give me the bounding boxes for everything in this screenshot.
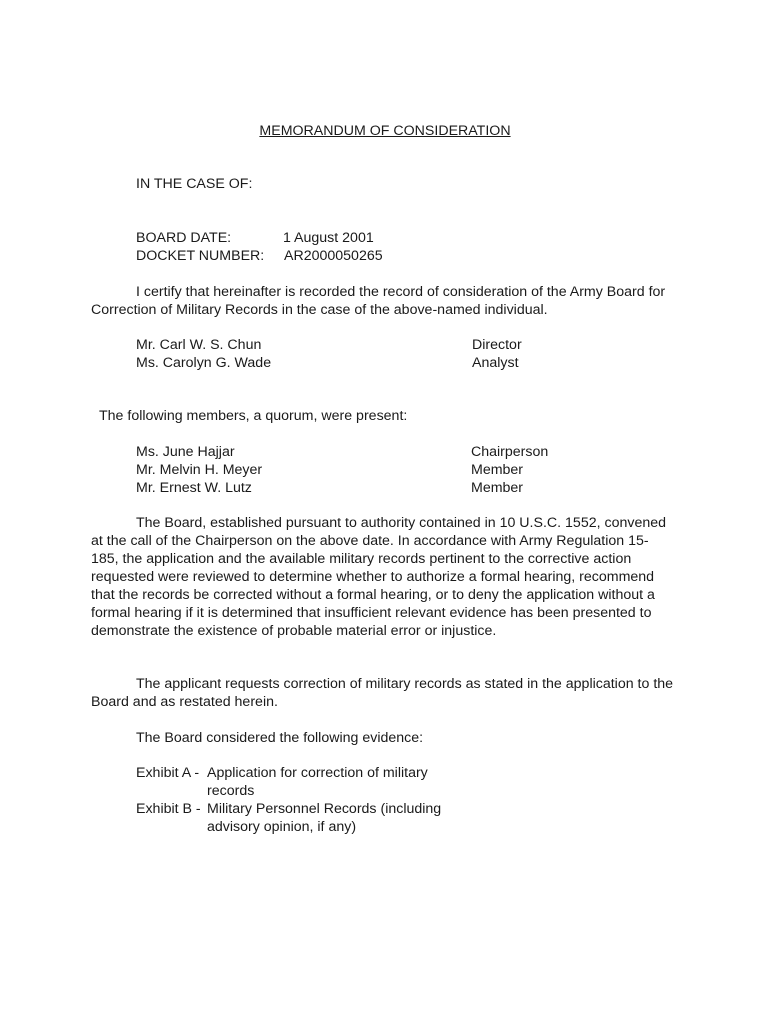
exhibit-description: Military Personnel Records (including advisory opinion, if any) bbox=[207, 801, 442, 835]
member-name: Mr. Ernest W. Lutz bbox=[136, 480, 252, 496]
exhibit-label: Exhibit B - bbox=[136, 801, 201, 817]
board-date-label: BOARD DATE: bbox=[136, 230, 232, 246]
exhibit-description: Application for correction of military records bbox=[207, 765, 428, 799]
docket-number-label: DOCKET NUMBER: bbox=[136, 248, 265, 264]
evidence-intro: The Board considered the following evidence: bbox=[136, 730, 424, 746]
member-role: Member bbox=[471, 480, 524, 496]
board-date-value: 1 August 2001 bbox=[283, 230, 374, 246]
docket-number-value: AR2000050265 bbox=[284, 248, 383, 264]
member-role: Member bbox=[471, 462, 524, 478]
board-authority-paragraph: The Board, established pursuant to authority contained in 10 U.S.C. 1552, convened at the call of the Chairperson on the above date. In accordance with Army Regulation 15-185, the application and the available military records pertinent to the corrective action requested were reviewed to determine whether to authorize a formal hearing, recommend that the records be corrected without a formal hearing, or to deny the application without a formal hearing if it is determined that insufficient relevant evidence has been presented to demonstrate the existence of probable material error or injustice. bbox=[91, 515, 667, 639]
document-title: MEMORANDUM OF CONSIDERATION bbox=[259, 123, 511, 139]
case-of-label: IN THE CASE OF: bbox=[136, 176, 253, 192]
staff-role: Analyst bbox=[472, 355, 519, 371]
member-name: Mr. Melvin H. Meyer bbox=[136, 462, 263, 478]
exhibit-label: Exhibit A - bbox=[136, 765, 200, 781]
staff-name: Ms. Carolyn G. Wade bbox=[136, 355, 272, 371]
request-paragraph: The applicant requests correction of military records as stated in the application to the Board and as restated herein. bbox=[91, 676, 674, 710]
certify-paragraph: I certify that hereinafter is recorded the record of consideration of the Army Board for Correction of Military Records in the case of the above-named individual. bbox=[91, 284, 666, 318]
staff-name: Mr. Carl W. S. Chun bbox=[136, 337, 262, 353]
member-name: Ms. June Hajjar bbox=[136, 444, 235, 460]
quorum-statement: The following members, a quorum, were present: bbox=[99, 408, 408, 424]
member-role: Chairperson bbox=[471, 444, 549, 460]
staff-role: Director bbox=[472, 337, 522, 353]
